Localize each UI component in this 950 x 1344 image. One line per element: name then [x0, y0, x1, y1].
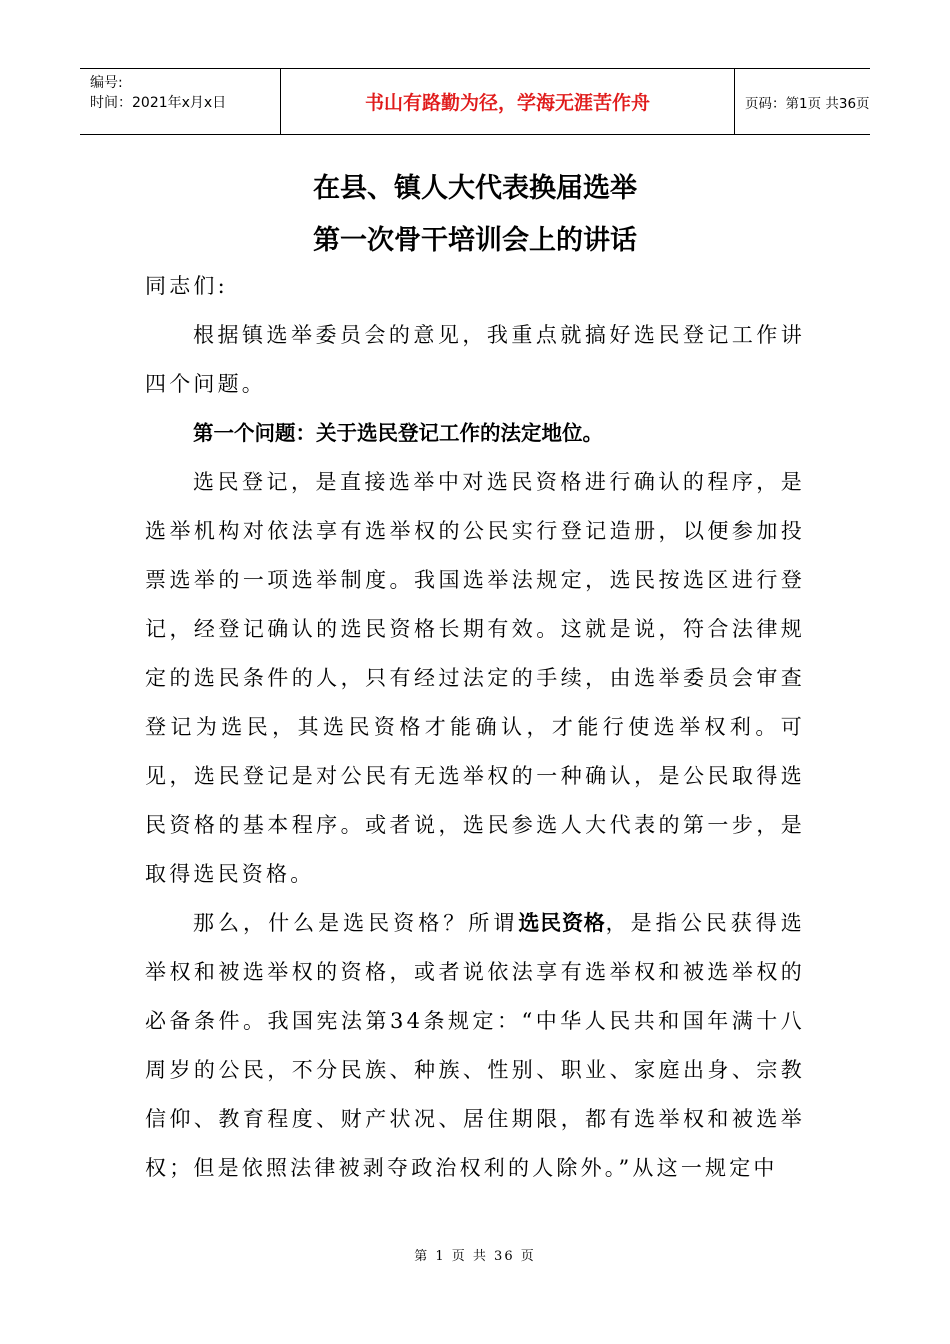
header-page-info: 页码：第1页 共36页 — [745, 95, 870, 112]
document-body — [145, 262, 805, 1193]
section-heading: 第一个问题：关于选民登记工作的法定地位。 — [193, 421, 603, 445]
number-label: 编号: — [90, 75, 123, 91]
paragraph-2 — [145, 899, 805, 1193]
title-line-1: 在县、镇人大代表换届选举 — [313, 173, 637, 204]
header-left-cell — [80, 69, 280, 134]
salutation: 同志们: — [145, 274, 228, 298]
document-header — [80, 68, 870, 135]
title-line-2: 第一次骨干培训会上的讲话 — [313, 225, 637, 256]
page-footer: 第 1 页 共 36 页 — [414, 1249, 536, 1264]
paragraph-1: 选民登记，是直接选举中对选民资格进行确认的程序，是选举机构对依法享有选举权的公民实行登记造册，以便参加投票选举的一项选举制度。我国选举法规定，选民按选区进行登记，经登记确认的选民资格长期有效。这就是说，符合法律规定的选民条件的人，只有经过法定的手续，由选举委员会审查登记为选民，其选民资格才能确认，才能行使选举权利。可见，选民登记是对公民有无选举权的一种确认，是公民取得选民资格的基本程序。或者说，选民参选人大代表的第一步，是取得选民资格。 — [145, 470, 805, 886]
intro-paragraph: 根据镇选举委员会的意见，我重点就搞好选民登记工作讲四个问题。 — [145, 323, 805, 396]
time-label: 时间：2021年x月x日 — [90, 95, 227, 111]
paragraph-2-rest: ，是指公民获得选举权和被选举权的资格，或者说依法享有选举权和被选举权的必备条件。我国宪法第34条规定：“中华人民共和国年满十八周岁的公民，不分民族、种族、性别、职业、家庭出身、宗教信仰、教育程度、财产状况、居住期限，都有选举权和被选举权；但是依照法律被剥夺政治权利的人除外。”从这一规定中 — [145, 911, 805, 1180]
bold-term: 选民资格 — [518, 911, 606, 935]
paragraph-2-start: 那么，什么是选民资格？所谓 — [193, 911, 519, 935]
header-motto: 书山有路勤为径，学海无涯苦作舟 — [280, 69, 735, 134]
